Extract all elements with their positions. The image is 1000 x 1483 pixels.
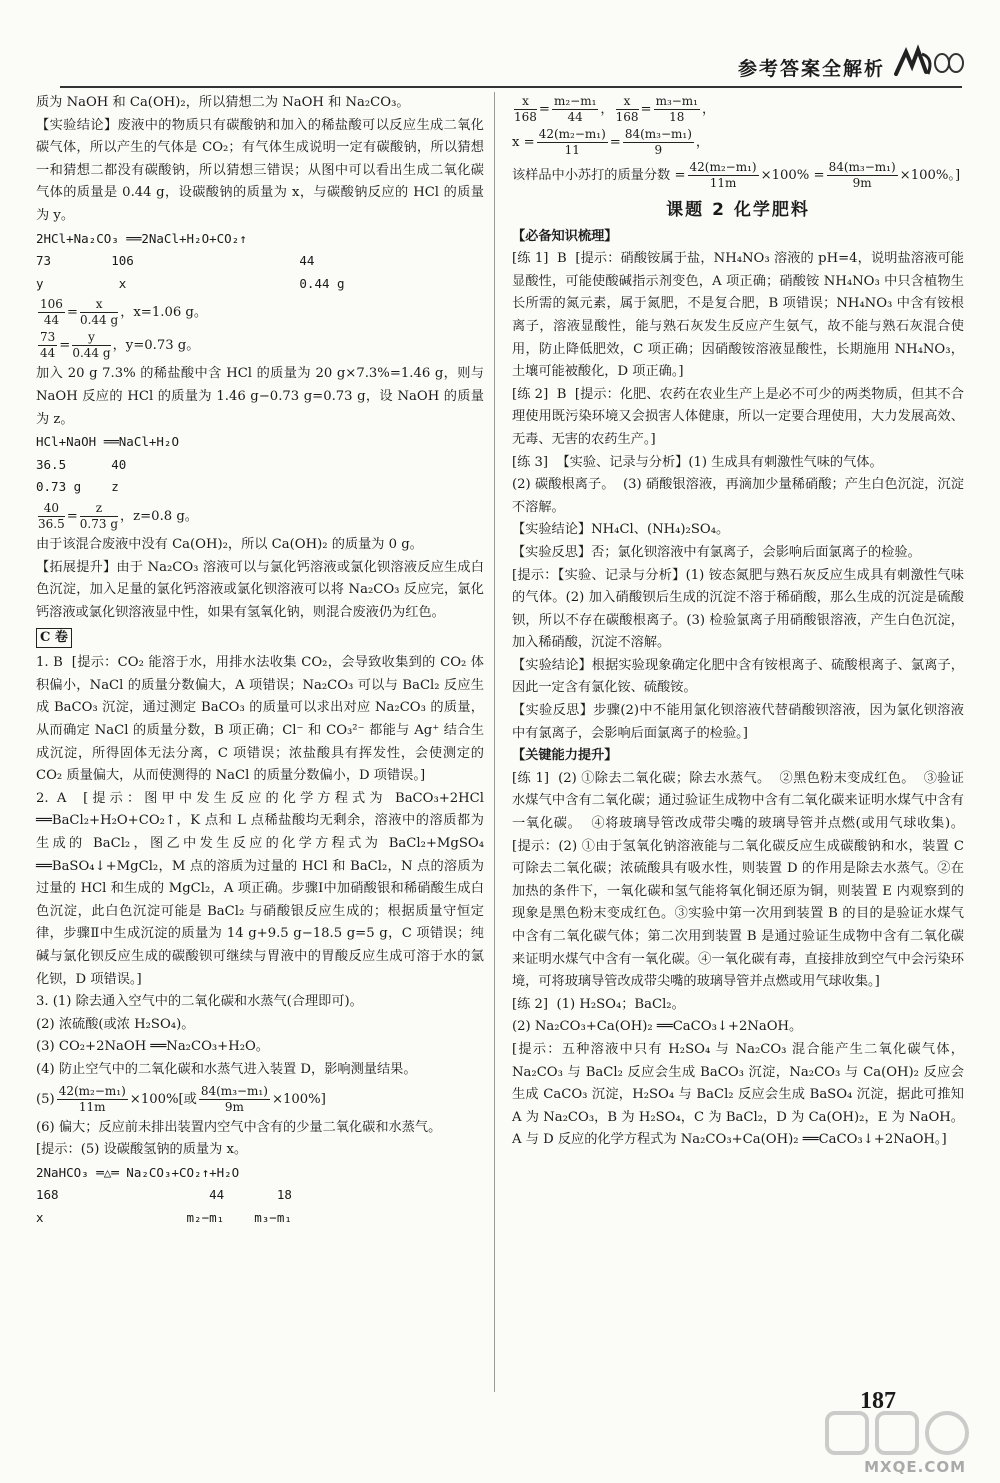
ability-practice-1: [练 1] (2) ①除去二氧化碳；除去水蒸气。 ②黑色粉末变成红色。 ③验证水煤气中含有二氧化碳；通过验证生成物中含有二氧化碳来证明水煤气中含有一氧化碳。 ④将玻璃导管改成带尖嘴的玻璃导管并点燃(或用气球收集)。 [提示：(2) ①由于氢氧化钠溶液能与二氧化碳反应生成碳酸钠和水，装置 C 可除去二氧化碳；浓硫酸具有吸水性，则装置 D 的作用是除去水蒸气。②在加热的条件下，一氧化碳和氢气能将氧化铜还原为铜，则装置 E 内观察到的现象是黑色粉末变成红色。③实验中第一次用到装置 B 的目的是验证水煤气中含有二氧化碳气体；第二次用到装置 B 是通过验证生成物中含有二氧化碳来证明水煤气中含有一氧化碳。④一氧化碳有毒，直接排放到空气中会污染环境，可将玻璃导管改成带尖嘴的玻璃导管并点燃或用气球收集。] [512,770,973,990]
column-divider [494,92,495,1392]
text-paragraph: 加入 20 g 7.3% 的稀盐酸中含 HCl 的质量为 20 g×7.3%=1.46 g，则与 NaOH 反应的 HCl 的质量为 1.46 g−0.73 g=0.73 g，设 NaOH 的质量为 z。 [36,366,489,427]
mass-fraction-result: 该样品中小苏打的质量分数 = $\frac{\text{42(m₂−m₁)}}{11m}$ ×100% = $\frac{\text{84(m₃−m₁)}}{9m}$ ×100%。] [512,160,961,190]
right-column [512,92,973,1152]
equation: HCl+NaOH ══NaCl+H₂O [36,434,179,450]
practice-3-hint: [提示：【实验、记录与分析】(1) 铵态氮肥与熟石灰反应生成具有刺激性气味的气体。(2) 加入硝酸钡后生成的沉淀不溶于稀硝酸，那么生成的沉淀是硫酸钡，所以不存在碳酸根离子。(3) 检验氯离子用硝酸银溶液，产生白色沉淀，加入稀硝酸，沉淀不溶解。 [512,567,964,651]
equation-unknowns: y x 0.44 g [36,275,345,291]
answer-3-part2: (2) 浓硫酸(或浓 H₂SO₄)。 [36,1016,195,1032]
header-logo-icon [892,44,940,82]
solution-x: x = $\frac{\text{42(m₂−m₁)}}{11}$ = $\frac{\text{84(m₃−m₁)}}{9}$ ， [512,127,710,157]
ability-practice-2-line: (2) Na₂CO₃+Ca(OH)₂ ══CaCO₃↓+2NaOH。 [512,1019,803,1035]
equation: 2NaHCO₃ ═△═ Na₂CO₃+CO₂↑+H₂O [36,1164,240,1180]
practice-3-hint: 【实验反思】步骤(2)中不能用氯化钡溶液代替硝酸钡溶液，因为氯化钡溶液中有氯离子，会影响后面氯离子的检验。] [512,703,964,741]
lesson-title: 课题 2 化学肥料 [666,200,810,220]
practice-2-answer: [练 2] B [提示：化肥、农药在农业生产上是必不可少的两类物质，但其不合理使用既污染环境又会损害人体健康，所以一定要合理使用，大力发展高效、无毒、无害的农药生产。] [512,386,964,447]
answer-3-part3: (3) CO₂+2NaOH ══Na₂CO₃+H₂O。 [36,1039,269,1055]
text-line: 由于该混合废液中没有 Ca(OH)₂，所以 Ca(OH)₂ 的质量为 0 g。 [36,536,423,552]
equation-masses: 168 44 18 [36,1187,292,1203]
practice-3-answer: [练 3] 【实验、记录与分析】(1) 生成具有刺激性气味的气体。 [512,454,883,470]
ability-practice-2: [练 2] (1) H₂SO₄；BaCl₂。 [512,996,685,1012]
page-number: 187 [860,1388,896,1414]
section-c-label: C 卷 [36,628,72,648]
header-rule [60,86,962,88]
header-title: 参考答案全解析 [737,58,885,80]
practice-3-line: (2) 碳酸根离子。 (3) 硝酸银溶液，再滴加少量稀硝酸；产生白色沉淀，沉淀不溶解。 [512,477,964,515]
experiment-conclusion: 【实验结论】废液中的物质只有碳酸钠和加入的稀盐酸可以反应生成二氧化碳气体，所以产生的气体是 CO₂；有气体生成说明一定有碳酸钠，所以猜想一和猜想二都没有碳酸钠，所以猜想三错误；从图中可以看出生成二氧化碳气体的质量是 0.44 g，设碳酸钠的质量为 x，与碳酸钠反应的 HCl 的质量为 y。 [36,117,484,223]
ability-practice-2-hint: [提示：五种溶液中只有 H₂SO₄ 与 Na₂CO₃ 混合能产生二氧化碳气体，Na₂CO₃ 与 BaCl₂ 反应会生成 BaCO₃ 沉淀，Na₂CO₃ 与 Ca(OH)₂ 反应会生成 CaCO₃ 沉淀，H₂SO₄ 与 BaCl₂ 反应会生成 BaSO₄ 沉淀，据此可推知 A 为 Na₂CO₃，B 为 H₂SO₄，C 为 BaCl₂，D 为 Ca(OH)₂，E 为 NaOH。A 与 D 反应的化学方程式为 Na₂CO₃+Ca(OH)₂ ══CaCO₃↓+2NaOH。] [512,1041,969,1148]
answer-1: 1. B [提示：CO₂ 能溶于水，用排水法收集 CO₂，会导致收集到的 CO₂ 体积偏小，NaCl 的质量分数偏大，A 项错误；Na₂CO₃ 可以与 BaCl₂ 反应生成 BaCO₃ 沉淀，通过测定 BaCO₃ 的质量可以求出对应 Na₂CO₃ 的质量，从而确定 NaCl 的质量分数，B 项正确；Cl⁻ 和 CO₃²⁻ 都能与 Ag⁺ 结合生成沉淀，所得固体无法分离，C 项错误；浓盐酸具有挥发性，会使测定的 CO₂ 质量偏大，从而使测得的 NaCl 的质量分数偏小，D 项错误。] [36,655,489,784]
equation-masses: 73 106 44 [36,253,315,269]
practice-3-line: 【实验反思】否；氯化钡溶液中有氯离子，会影响后面氯离子的检验。 [512,544,921,560]
answer-2: 2. A [提示：图甲中发生反应的化学方程式为 BaCO₃+2HCl ══BaCl₂+H₂O+CO₂↑，K 点和 L 点稀盐酸均无剩余，溶液中的溶质都为生成的 BaCl₂，图乙中发生反应的化学方程式为 BaCl₂+MgSO₄ ══BaSO₄↓+MgCl₂，M 点的溶质为过量的 HCl 和 BaCl₂，N 点的溶质为过量的 HCl 和生成的 MgCl₂，A 项正确。步骤Ⅰ中加硝酸银和稀硝酸生成白色沉淀，此白色沉淀可能是 BaCl₂ 与硝酸银反应生成的；根据质量守恒定律，步骤Ⅱ中生成沉淀的质量为 14 g+9.5 g−18.5 g=5 g，C 项错误；纯碱与氯化钡反应生成的碳酸钡可继续与胃液中的胃酸反应生成可溶于水的氯化钡，D 项错误。] [36,790,489,987]
equation-unknowns: 0.73 g z [36,479,119,495]
proportion: $\frac{x}{168}$ = $\frac{\text{m₂−m₁}}{44}$ ， $\frac{x}{168}$ = $\frac{\text{m₃−m₁}}{18}$ ， [514,94,716,124]
practice-1-answer: [练 1] B [提示：硝酸铵属于盐，NH₄NO₃ 溶液的 pH=4，说明盐溶液可能显酸性，可能使酸碱指示剂变色，A 项正确；硝酸铵 NH₄NO₃ 中只含植物生长所需的氮元素，属于氮肥，不是复合肥，B 项错误；NH₄NO₃ 中含有铵根离子，溶液显酸性，能与熟石灰发生反应产生氨气，故不能与熟石灰混合使用，防止降低肥效，C 项正确；因硝酸铵溶液显酸性，长期施用 NH₄NO₃，土壤可能被酸化，D 项正确。] [512,251,964,380]
watermark-text: MXQE.COM [864,1458,966,1476]
equation: 2HCl+Na₂CO₃ ══2NaCl+H₂O+CO₂↑ [36,230,247,246]
extension-paragraph: 【拓展提升】由于 Na₂CO₃ 溶液可以与氯化钙溶液或氯化钡溶液反应生成白色沉淀，加入足量的氯化钙溶液或氯化钡溶液可以将 Na₂CO₃ 反应完，氯化钙溶液或氯化钡溶液显中性，如果有氢氧化钠，则混合废液仍为红色。 [36,559,484,620]
text-line: 质为 NaOH 和 Ca(OH)₂，所以猜想二为 NaOH 和 Na₂CO₃。 [36,95,410,110]
header-leaf-icon [934,52,964,74]
page-header [0,0,1000,105]
proportion: $\frac{73}{44}$ = $\frac{y}{0.44 g}$ ，y=0.73 g。 [40,330,200,361]
equation-masses: 36.5 40 [36,456,127,472]
answer-3-part6: (6) 偏大；反应前未排出装置内空气中含有的少量二氧化碳和水蒸气。 [36,1119,442,1135]
left-column [36,92,489,1230]
section-heading: 【必备知识梳理】 [512,228,618,244]
answer-3-part1: 3. (1) 除去通入空气中的二氧化碳和水蒸气(合理即可)。 [36,994,363,1010]
answer-3-part4: (4) 防止空气中的二氧化碳和水蒸气进入装置 D，影响测量结果。 [36,1061,417,1077]
practice-3-line: 【实验结论】NH₄Cl、(NH₄)₂SO₄。 [512,522,730,538]
hint-line: [提示：(5) 设碳酸氢钠的质量为 x。 [36,1142,248,1158]
practice-3-hint: 【实验结论】根据实验现象确定化肥中含有铵根离子、硫酸根离子、氯离子，因此一定含有氯化铵、硫酸铵。 [512,657,964,696]
section-heading: 【关键能力提升】 [512,748,618,764]
proportion: $\frac{106}{44}$ = $\frac{x}{0.44 g}$ ，x=1.06 g。 [40,297,208,328]
proportion: $\frac{40}{36.5}$ = $\frac{z}{0.73 g}$ ，z=0.8 g。 [38,500,198,531]
equation-unknowns: x m₂−m₁ m₃−m₁ [36,1209,292,1225]
answer-3-part5: (5) $\frac{\text{42(m₂−m₁)}}{11m}$ ×100%[或 $\frac{\text{84(m₃−m₁)}}{9m}$ ×100%] [36,1083,326,1114]
